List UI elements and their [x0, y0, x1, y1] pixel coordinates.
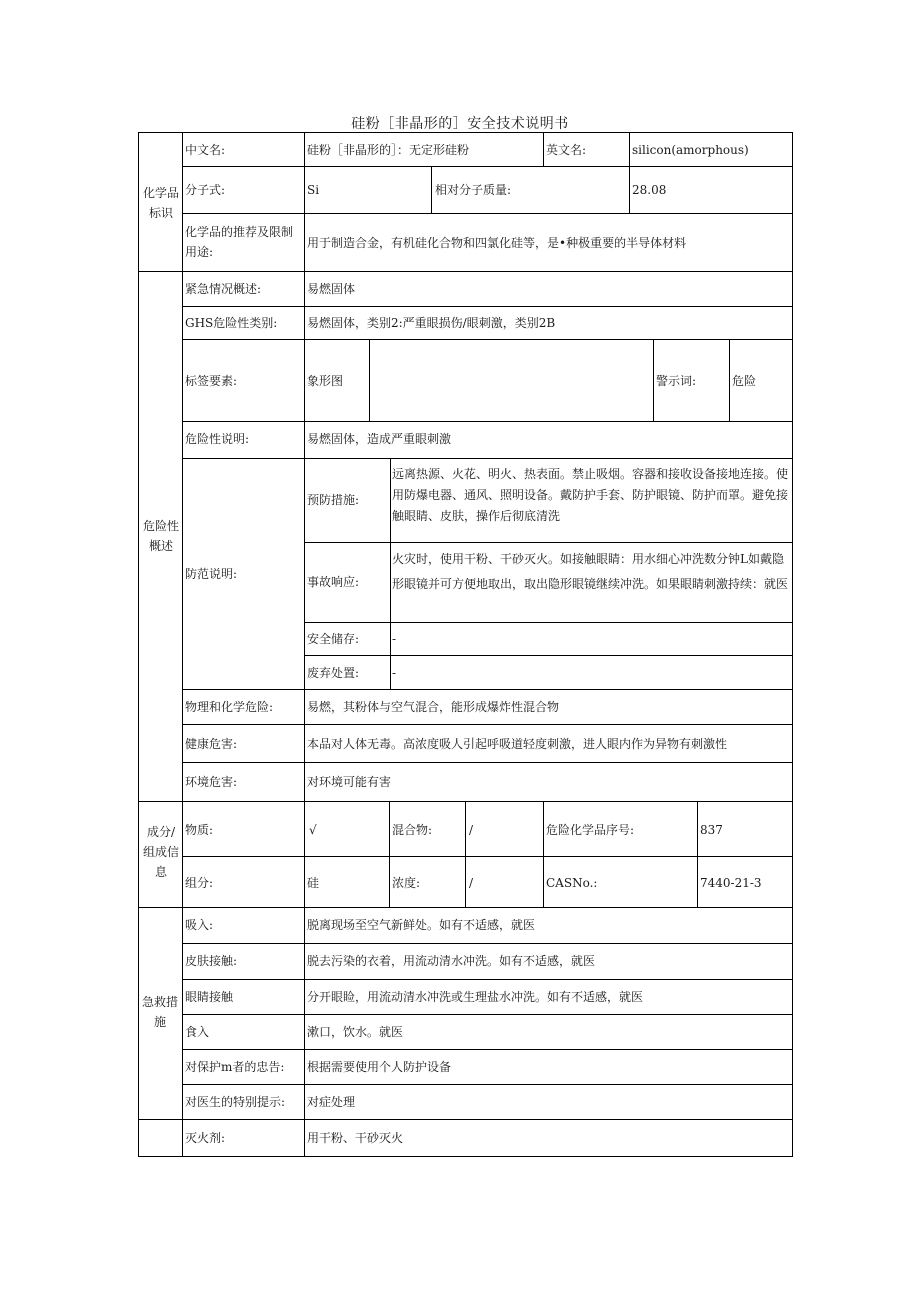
- prevention-value: 远离热源、火花、明火、热表面。禁止吸烟。容器和接收设备接地连接。使用防爆电器、通风、照明设备。戴防护手套、防护眼镜、防护而罩。避免接触眼睛、皮肤，操作后彻底清洗: [392, 467, 789, 523]
- physchem-hazard-label: 物理和化学危险:: [185, 700, 274, 714]
- molecular-weight-value: 28.08: [632, 183, 667, 197]
- section-header-first-aid: 急救措施: [141, 995, 178, 1029]
- substance-value: √: [309, 823, 317, 837]
- inhalation-label: 吸入:: [185, 918, 214, 932]
- signal-word-value: 危险: [732, 374, 757, 388]
- skin-contact-value: 脱去污染的衣着，用流动清水冲洗。如有不适感，就医: [307, 954, 596, 968]
- rescuer-advice-label: 对保护m者的忠告:: [185, 1060, 285, 1074]
- emergency-value: 易燃固体: [307, 282, 356, 296]
- env-hazard-value: 对环境可能有害: [307, 775, 392, 789]
- label-elements-label: 标签要素:: [185, 374, 238, 388]
- concentration-value: /: [469, 876, 474, 890]
- storage-label: 安全储存:: [307, 632, 360, 646]
- health-hazard-label: 健康危害:: [185, 737, 238, 751]
- inhalation-value: 脱离现场至空气新鲜处。如有不适感，就医: [307, 918, 536, 932]
- storage-value: -: [392, 632, 397, 646]
- ingestion-label: 食入: [185, 1025, 210, 1039]
- disposal-value: -: [392, 666, 397, 680]
- response-label: 事故响应:: [307, 575, 360, 589]
- en-name-label: 英文名:: [546, 143, 587, 157]
- emergency-label: 紧急情况概述:: [185, 282, 262, 296]
- mixture-label: 混合物:: [392, 823, 433, 837]
- eye-contact-value: 分开眼睑，用流动清水冲洗或生理盐水冲洗。如有不适感，就医: [307, 990, 644, 1004]
- cas-value: 7440-21-3: [700, 876, 762, 890]
- document-title: 硅粉［非晶形的］安全技术说明书: [351, 116, 569, 132]
- skin-contact-label: 皮肤接触:: [185, 954, 238, 968]
- hazchem-number-value: 837: [700, 823, 723, 837]
- health-hazard-value: 本品对人体无毒。高浓度吸人引起呼吸道轻度刺激，进人眼内作为异物有刺激性: [307, 737, 728, 751]
- section-header-identification: 化学品标识: [142, 186, 179, 220]
- hazchem-number-label: 危险化学品序号:: [546, 823, 635, 837]
- hazard-statement-value: 易燃固体，造成严重眼刺激: [307, 432, 452, 446]
- mixture-value: /: [469, 823, 474, 837]
- precaution-label: 防范说明:: [185, 567, 238, 581]
- component-label: 组分:: [185, 876, 214, 890]
- section-header-hazard: 危险性概述: [142, 519, 179, 553]
- hazard-statement-label: 危险性说明:: [185, 432, 250, 446]
- ghs-value: 易燃固体，类别2:严重眼损伤/眼刺激，类别2B: [307, 316, 556, 330]
- physician-note-value: 对症处理: [307, 1095, 356, 1109]
- rescuer-advice-value: 根据需要使用个人防护设备: [307, 1060, 452, 1074]
- extinguisher-label: 灭火剂:: [185, 1131, 226, 1145]
- eye-contact-label: 眼睛接触: [185, 990, 234, 1004]
- en-name-value: silicon(amorphous): [632, 143, 749, 157]
- formula-value: Si: [307, 183, 320, 197]
- section-header-composition: 成分/组成信息: [142, 825, 179, 879]
- concentration-label: 浓度:: [392, 876, 421, 890]
- physician-note-label: 对医生的特别提示:: [185, 1095, 286, 1109]
- signal-word-label: 警示词:: [656, 374, 697, 388]
- ghs-label: GHS危险性类别:: [185, 316, 278, 330]
- prevention-label: 预防措施:: [307, 493, 360, 507]
- formula-label: 分子式:: [185, 183, 226, 197]
- cas-label: CASNo.:: [546, 876, 598, 890]
- physchem-hazard-value: 易燃，其粉体与空气混合，能形成爆炸性混合物: [307, 700, 560, 714]
- pictogram-label: 象形图: [307, 374, 344, 388]
- molecular-weight-label: 相对分子质量:: [435, 183, 512, 197]
- ingestion-value: 漱口，饮水。就医: [307, 1025, 404, 1039]
- component-value: 硅: [307, 876, 320, 890]
- use-label: 化学品的推荐及限制用途:: [185, 225, 294, 259]
- response-value: 火灾时，使用干粉、干砂灭火。如接触眼睛：用水细心冲洗数分钟L如戴隐形眼镜并可方便地取出，取出隐形眼镜继续冲洗。如果眼睛刺激持续：就医: [392, 552, 789, 591]
- extinguisher-value: 用干粉、干砂灭火: [307, 1131, 404, 1145]
- cn-name-value: 硅粉［非晶形的］：无定形硅粉: [307, 143, 470, 157]
- cn-name-label: 中文名:: [185, 143, 226, 157]
- env-hazard-label: 环境危害:: [185, 775, 238, 789]
- disposal-label: 废弃处置:: [307, 666, 360, 680]
- use-value: 用于制造合金，有机硅化合物和四氯化硅等，是•种极重要的半导体材料: [307, 236, 687, 250]
- substance-label: 物质:: [185, 823, 214, 837]
